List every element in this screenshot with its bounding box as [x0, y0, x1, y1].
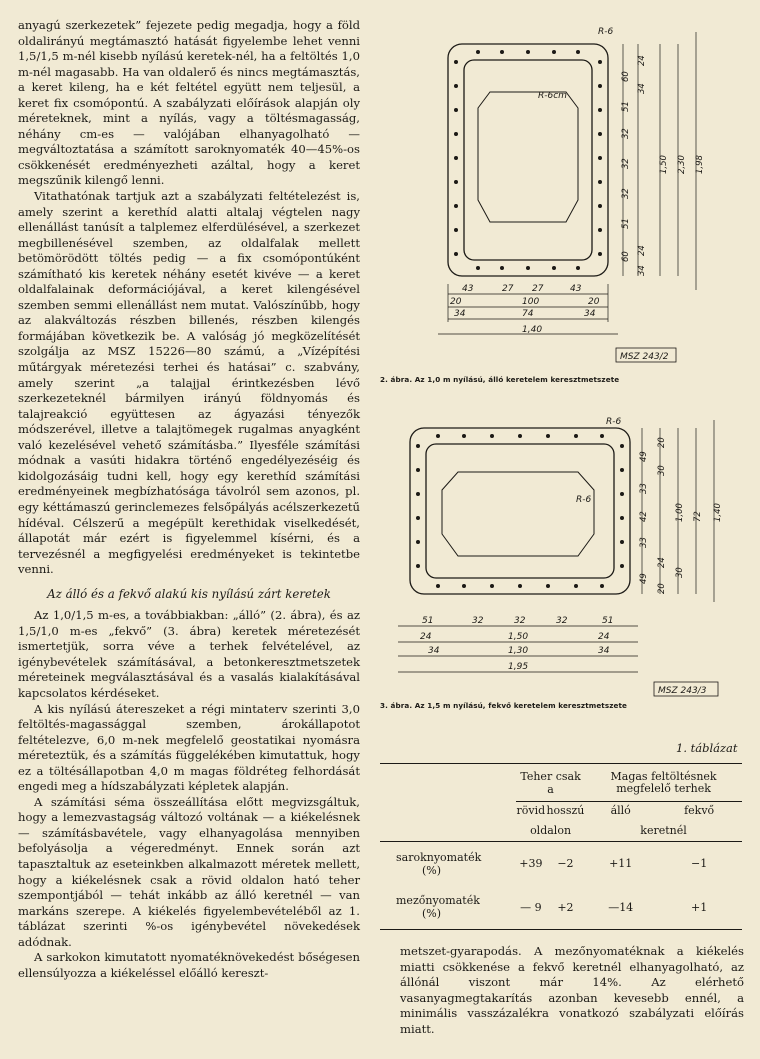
fig2-dim-h10: 34 — [584, 309, 596, 319]
table-group-2: Magas feltöltésnek megfelelő terhek — [610, 769, 717, 795]
figure-3-caption: 3. ábra. Az 1,5 m nyílású, fekvő keretelem keresztmetszete — [380, 701, 627, 710]
paragraph-3: Az 1,0/1,5 m-es, a továbbiakban: „álló” (2. ábra), és az 1,5/1,0 m-es „fekvő” (3. ábra) keretek méretezését ismertetjük, sorra véve a terhek felvételével, az igénybevételek számításával, a betonkeresztmetszetek méreteinek megválasztásával és a vasalás kialakításával kapcsolatos kérdéseket. — [18, 608, 360, 700]
fig3-dim-h5: 51 — [602, 616, 614, 626]
table-sub-frame: keretnél — [640, 823, 687, 837]
row-2-label: mezőnyomaték — [396, 894, 480, 908]
fig2-dim-h6: 100 — [522, 297, 540, 307]
fig3-dim-h11: 34 — [598, 646, 610, 656]
row-2-unit: (%) — [422, 907, 442, 921]
figure-2-drawing — [438, 22, 713, 370]
fig2-dim-v4: 32 — [621, 158, 631, 169]
fig3-dim-h7: 1,50 — [508, 632, 529, 642]
paragraph-4: A kis nyílású átereszeket a régi mintaterv szerinti 3,0 feltöltés-magassággal szemben, árokállapotot feltételezve, 6,0 m-nek megfelelő geostatikai nyomásra méreteztük, és a számítás függelékében kimutattuk, hogy ez a töltésállapotban 4,0 m magas földréteg felhordását engedi meg a hídszabályzati képletek alapján. — [18, 701, 360, 794]
table-group-1: Teher csak a — [520, 769, 581, 796]
fig3-dim-h1: 51 — [422, 616, 434, 626]
fig2-dim-total: 1,40 — [522, 325, 543, 335]
fig2-dim-v3: 32 — [621, 128, 631, 139]
row-2-cell-4: +1 — [691, 900, 708, 914]
figure-2-caption: 2. ábra. Az 1,0 m nyílású, álló keretelem keresztmetszete — [380, 375, 620, 384]
fig2-dim-v7: 60 — [621, 251, 631, 262]
section-heading: Az álló és a fekvő alakú kis nyílású zárt keretek — [47, 586, 331, 601]
fig3-dim-o8: 20 — [657, 583, 667, 594]
fig2-dim-o7: 34 — [637, 265, 647, 276]
fig3-dim-h3: 32 — [514, 616, 526, 626]
fig3-dim-o4: 72 — [693, 511, 703, 522]
fig3-dim-h9: 34 — [428, 646, 440, 656]
fig2-dim-v5: 32 — [621, 188, 631, 199]
table-row — [380, 842, 742, 886]
fig3-dim-v3: 42 — [639, 511, 649, 522]
fig2-dim-v2: 51 — [621, 101, 631, 112]
fig2-dim-h2: 27 — [502, 284, 514, 294]
fig2-dim-o6: 24 — [637, 245, 647, 256]
fig2-dim-h5: 20 — [450, 297, 462, 307]
row-1-cell-2: −2 — [557, 857, 574, 871]
table-row — [380, 886, 742, 930]
fig3-radius-outer: R-6 — [606, 417, 622, 427]
fig2-radius-outer: R-6 — [598, 27, 614, 37]
table-sub-upright: álló — [585, 802, 656, 820]
fig2-dim-o2: 34 — [637, 83, 647, 94]
fig2-dim-o3: 1,50 — [659, 155, 669, 174]
table-sub-side: oldalon — [530, 823, 572, 837]
fig3-dim-o7: 30 — [675, 567, 685, 578]
paragraph-5: A számítási séma összeállítása előtt megvizsgáltuk, hogy a lemezvastagság változó voltának — a kiékelésnek — számításbavétele, vagy elhanyagolása mennyiben befolyásolja a végeredményt. Ennek során azt tapasztaltuk az eseteinkben alkalmazott méretek mellett, hogy a kiékelésnek csak a rövid oldalon ható teher szempontjából — tehát inkább az álló keretnél — van markáns szerepe. A kiékelés figyelembevételéből az 1. táblázat szerinti %-os igénybevétel növekedések adódnak. — [18, 794, 360, 949]
table-sub-lying: fekvő — [656, 802, 742, 820]
row-2-cell-3: —14 — [608, 900, 634, 914]
row-1-cell-3: +11 — [609, 857, 633, 871]
table-title: 1. táblázat — [676, 741, 738, 755]
row-1-cell-4: −1 — [691, 857, 708, 871]
fig2-dim-o5: 1,98 — [695, 155, 705, 174]
fig3-dim-h10: 1,30 — [508, 646, 529, 656]
fig3-dim-v1: 49 — [639, 451, 649, 462]
fig3-dim-o5: 1,40 — [713, 503, 723, 522]
fig3-stamp: MSZ 243/3 — [658, 686, 707, 696]
fig3-dim-v4: 33 — [639, 537, 649, 548]
paragraph-6: A sarkokon kimutatott nyomatéknövekedést bőségesen ellensúlyozza a kiékeléssel előálló kereszt- — [18, 950, 360, 980]
fig2-dim-o1: 24 — [637, 55, 647, 66]
fig2-stamp: MSZ 243/2 — [620, 352, 669, 362]
paragraph-1: anyagú szerkezetek” fejezete pedig megadja, hogy a föld oldalirányú megtámasztó hatását figyelembe lehet venni 1,5/1,5 m-nél kisebb nyílású keretek-nél, ha a feltöltés 1,0 m-nél magasabb. Ha van oldalerő és nincs megtámasztás, a keret kileng, ha e két feltétel együtt nem teljesül, a keret fix csomópontú. A szabályzati előírások alapján oly méreteknek, mint a nyílás, vagy a töltésmagasság, néhány cm-es — valójában elhanyagolható — megváltoztatása a számított saroknyomaték 40—45%-os csökkenését eredményezheti azáltal, hogy a keret megszűnik kilengő lenni. — [18, 18, 360, 188]
row-1-unit: (%) — [422, 863, 442, 877]
table-1 — [380, 763, 742, 930]
row-1-cell-1: +39 — [519, 857, 543, 871]
table-sub-short: rövid — [516, 802, 546, 820]
row-1-label: saroknyomaték — [396, 850, 482, 864]
fig2-dim-h3: 27 — [532, 284, 544, 294]
left-column — [18, 18, 360, 981]
fig2-dim-h1: 43 — [462, 284, 474, 294]
paragraph-2: Vitathatónak tartjuk azt a szabályzati feltételezést is, amely szerint a kerethíd alatti altalaj végtelen nagy ellenállást tanúsít a talplemez elferdülésével, a szerkezet megbillenésével szemben, az oldalfalak mellett betömörödött töltés pedig — a fix csomópontúként számítható kis keretek néhány esetét kivéve — a keret oldalfalainak deformációjával, a keret kilengésével szemben semmi ellenállást nem mutat. Valószínűbb, hogy az alakváltozás részben billenés, részben kilengés formájában következik be. A valóság jó megközelítését szolgálja az MSZ 15226—80 számú, a „Vízépítési műtárgyak méretezési terhei és hatásai” c. szabvány, amely szerint „a talajjal érintkezésben lévő szerkezeteknél bármilyen irányú földnyomás és talajreakció együttesen az ágyazási tényezők módszerével, illetve a talajtömegek rugalmas anyagként való kezelésével vehető számításba.” Ilyesféle számítási módnak a vasúti hidakra történő engedélyezéséig és kidolgozásáig tudni kell, hogy egy kerethíd számítási eredményeinek megbízhatósága távolról sem azonos, pl. egy kéttámaszú gerinclemezes felsőpályás acélszerkezetű hídéval. Célszerű a megépült kerethidak viselkedését, állapotát már ezért is figyelemmel kísérni, és a tervezésnél a megfigyelési eredményeket is tekintetbe venni. — [18, 189, 360, 577]
fig3-dim-v2: 33 — [639, 483, 649, 494]
fig3-dim-v5: 49 — [639, 573, 649, 584]
fig2-dim-h4: 43 — [570, 284, 582, 294]
fig2-dim-h9: 74 — [522, 309, 534, 319]
fig2-dim-v1: 60 — [621, 71, 631, 82]
fig3-dim-o1: 20 — [657, 437, 667, 448]
fig3-dim-o6: 24 — [657, 557, 667, 568]
fig3-dim-h4: 32 — [556, 616, 568, 626]
fig3-dim-h2: 32 — [472, 616, 484, 626]
fig2-dim-h7: 20 — [588, 297, 600, 307]
table-sub-long: hosszú — [546, 802, 585, 820]
row-2-cell-1: — 9 — [520, 900, 542, 914]
row-2-cell-2: +2 — [557, 900, 574, 914]
fig2-dim-o4: 2,30 — [677, 155, 687, 174]
fig3-dim-total: 1,95 — [508, 662, 529, 672]
figure-3-drawing — [398, 416, 734, 706]
fig2-radius-inner: R-6cm — [538, 91, 567, 101]
fig3-radius-inner: R-6 — [576, 495, 592, 505]
fig3-dim-h8: 24 — [598, 632, 610, 642]
fig3-dim-o2: 30 — [657, 465, 667, 476]
right-column-paragraph: metszet-gyarapodás. A mezőnyomatéknak a kiékelés miatti csökkenése a fekvő keretnél elhanyagolható, az állónál viszont már 14%. Az elérhető vasanyagmegtakarítás azonban kevesebb ennél, a minimális vasszázalékra vonatkozó szabályzati előírás miatt. — [400, 944, 744, 1036]
fig2-dim-h8: 34 — [454, 309, 466, 319]
fig3-dim-o3: 1,00 — [675, 503, 685, 522]
fig3-dim-h6: 24 — [420, 632, 432, 642]
fig2-dim-v6: 51 — [621, 218, 631, 229]
